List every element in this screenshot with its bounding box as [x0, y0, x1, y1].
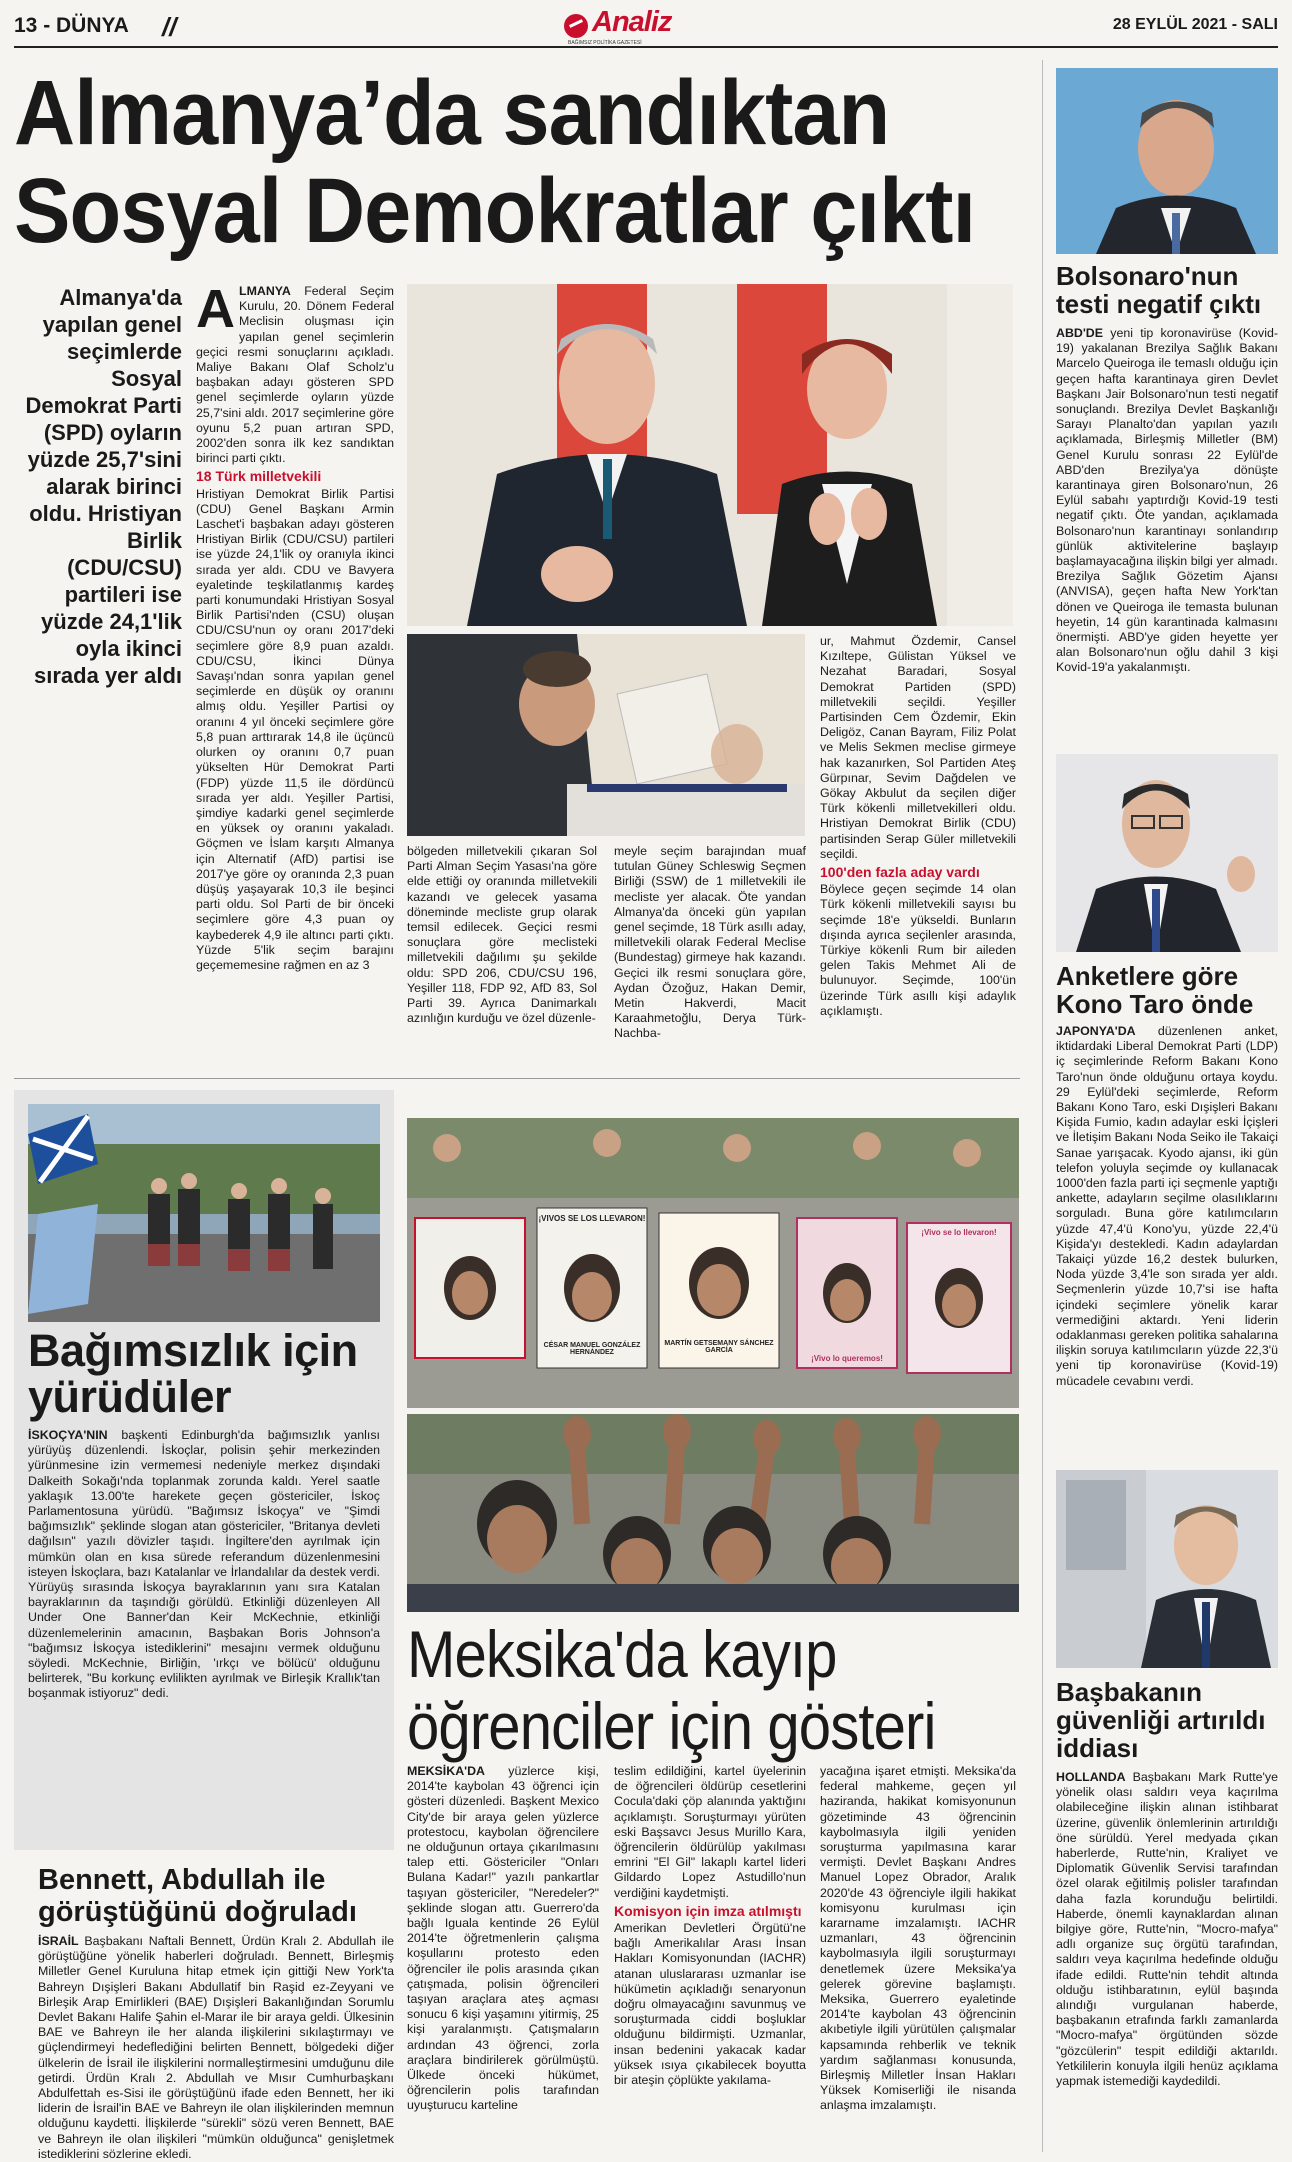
- scotland-box: [14, 1090, 394, 1850]
- photo-mexico-fists: [407, 1414, 1019, 1612]
- mexico-col2-tail: Amerikan Devletleri Örgütü'ne bağlı Amerikalılar Arası İnsan Hakları Komisyonundan (IACHR) atanan uluslararası uzmanlar ise hükümetin açıkladığı senaryonun doğru olmayacağını savunmuş ve soruşturmada ciddi boşluklar olduğunu bildirmişti. Uzmanlar, insan bedenini yakacak kadar yüksek ısıya çıkabilecek boyutta bir ateşin çöplükte yakılama-: [614, 1921, 806, 2088]
- banner-text-4: ¡Vivo se lo llevaron!: [921, 1228, 997, 1237]
- issue-date: 28 EYLÜL 2021 - SALI: [1112, 16, 1278, 33]
- main-headline-line1: Almanya’da sandıktan: [14, 62, 890, 164]
- logo-mark-icon: [564, 14, 588, 38]
- japan-headline: Anketlere göre Kono Taro önde: [1056, 961, 1254, 1019]
- photo-bolsonaro-art: [1056, 68, 1278, 254]
- subhead-100-aday: 100'den fazla aday vardı: [820, 864, 980, 881]
- mexico-headline-line2: öğrenciler için gösteri: [407, 1689, 936, 1763]
- mexico-lead-word: MEKSİKA'DA: [407, 1764, 485, 1778]
- israel-headline-line1: Bennett, Abdullah ile: [38, 1864, 326, 1896]
- header-rule: [14, 46, 1278, 48]
- brazil-headline: Bolsonaro'nun testi negatif çıktı: [1056, 261, 1262, 319]
- dropcap: A: [196, 279, 235, 339]
- photo-rutte: [1056, 1470, 1278, 1668]
- subhead-18-turk: 18 Türk milletvekili: [196, 468, 322, 485]
- photo-scholz: [407, 284, 1013, 626]
- sidebar-rule: [1042, 60, 1043, 2152]
- brazil-lead-word: ABD'DE: [1056, 326, 1104, 340]
- banner-text-3: MARTÍN GETSEMANY SÁNCHEZ GARCÍA: [664, 1340, 774, 1354]
- scotland-text: [28, 1428, 380, 1838]
- photo-scotland-march: [28, 1104, 380, 1322]
- mexico-col1-body: yüzlerce kişi, 2014'te kaybolan 43 öğrenci için gösteri düzenledi. Başkent Mexico City'de bir araya gelen yüzlerce protestocu, kaybolan öğrencilere ne olduğunun ortaya çıkarılmasını talep etti. Göstericiler "Onları Bulana Kadar!" yazılı pankartlar taşıyan göstericiler, "Neredeler?" şeklinde slogan attı. Guerrero'da bağlı Iguala kentinde 26 Eylül 2014'te öğretmenlerin çalışma koşullarını protesto eden öğrenciler ile polis arasında çıkan çatışmada, polisin öğrencileri taşıyan araçlara ateş açması sonucu 6 kişi yaşamını yitirmiş, 25 kişi yaralanmıştı. Çatışmaların ardından 43 öğrenci, zorla araçlara bindirilerek görülmüştü. Ülkede önceki hükümet, öğrencilerin polis tarafından uyuşturucu karteline: [407, 1764, 599, 2113]
- mexico-col2-body: teslim edildiğini, kartel üyelerinin de öğrencileri öldürüp cesetlerini Cocula'daki çöp alanında yaktığını açıklamıştı. Soruşturmayı yürüten eski Başsavcı Jesus Murillo Kara, öğrencilerin öldürülüp yakılması emrini "El Gil" lakaplı kartel lideri Gildardo Lopez Astudillo'nun verdiğini kaydetmişti.: [614, 1764, 806, 1900]
- section-rule: [14, 1078, 1020, 1079]
- israel-lead-word: İSRAİL: [38, 1934, 79, 1948]
- israel-article: [14, 1864, 394, 2161]
- main-article-col2: bölgeden milletvekili çıkaran Sol Parti Alman Seçim Yasası'na göre elde ettiği oy oranında milletvekili kazandı ve gelecek yasama döneminde mecliste grup olarak temsil edilecek. Geçici resmi sonuçlara göre meclisteki milletvekili dağılımı şu şekilde oldu: SPD 206, CDU/CSU 196, Yeşiller 118, FDP 92, AfD 83, Sol Parti 39. Ayrıca Danimarkalı azınlığın kurduğu ve özel düzenle-: [407, 844, 597, 1026]
- main-lead-word: LMANYA: [239, 284, 291, 298]
- photo-mexico-fists-art: [407, 1414, 1019, 1612]
- page-label: 13 - DÜNYA: [14, 14, 129, 37]
- header-slashes: //: [162, 12, 177, 42]
- brazil-text: [1056, 326, 1278, 738]
- main-col4-body: ur, Mahmut Özdemir, Cansel Kızıltepe, Gülistan Yüksel ve Nezahat Baradari, Sosyal Demokrat Partiden (SPD) milletvekili seçildi. Yeşiller Partisinden Cem Özdemir, Ekin Deligöz, Canan Bayram, Filiz Polat ve Melis Sekmen meclise girmeye hak kazanırken, Sol Partiden Ateş Gürpınar, Sevim Dağdelen ve Gökay Akbulut da seçilen diğer Türk kökenli milletvekilleri oldu. Hristiyan Demokrat Birlik (CDU) partisinden Serap Güler milletvekili seçildi.: [820, 634, 1016, 861]
- subhead-komisyon: Komisyon için imza atılmıştı: [614, 1902, 802, 1919]
- photo-ballot-art: [407, 634, 805, 836]
- scotland-headline: Bağımsızlık için yürüdüler: [28, 1325, 358, 1422]
- photo-bolsonaro: [1056, 68, 1278, 254]
- netherlands-body: Başbakanı Mark Rutte'ye yönelik olası saldırı veya kaçırılma olabileceğine ilişkin alınan istihbarat üzerine, güvenlik önlemlerinin artırıldığı öne sürüldü. Yerel medyada çıkan haberlerde, Rutte'nin, Kraliyet ve Diplomatik Güvenlik Servisi tarafından özel olarak eğitilmiş polisler tarafından daha fazla korunduğu belirtildi. Haberde, önemli kaynaklardan alınan bilgiye göre, Rutte'nin, "Mocro-mafya" adlı organize suç örgütü tarafından, saldırı veya kaçırılma hedefinde olduğu ifade edildi. Rutte'nin tehdit altında olduğu istihbaratının, eylül başında alındığı vurgulanan haberde, başbakanın etrafında farklı zamanlarda "Mocro-mafya" örgütünden sözde "gözcülerin" tespit edildiği aktarıldı. Yetkililerin konuyla ilgili henüz açıklama yapmak istemediği kaydedildi.: [1056, 1770, 1278, 2089]
- photo-scotland-art: [28, 1104, 380, 1322]
- banner-text-1: ¡VIVOS SE LOS LLEVARON!: [538, 1214, 646, 1223]
- banner-text-5: ¡Vivo lo queremos!: [811, 1354, 883, 1363]
- page-header: [14, 6, 1278, 46]
- main-col4-tail: Böylece geçen seçimde 14 olan Türk kökenli milletvekili sayısı bu seçimde 18'e yükseldi. Bunların dışında ayrıca seçilenler arasında, Türkiye kökenli Rum bir aileden gelen Takis Mehmet Ali de bulunuyor. Seçimde, 100'ün üzerinde Türk asıllı kişi adaylık açıklamıştı.: [820, 882, 1016, 1018]
- mexico-headline: [407, 1618, 1019, 1768]
- netherlands-lead-word: HOLLANDA: [1056, 1770, 1126, 1784]
- mexico-col3: yacağına işaret etmişti. Meksika'da federal mahkeme, geçen yıl haziranda, hakikat komisyonunun gözetiminde 43 öğrencinin kaybolmasıyla ilgili yeniden soruşturma yapılmasına karar vermişti. Devlet Başkanı Andres Manuel Lopez Obrador, Aralık 2020'de 43 öğrenciyle ilgili hakikat komisyonu kurulması için kararname imzalamıştı. IACHR uzmanları, 43 öğrencinin kaybolmasıyla ilgili soruşturmayı denetlemek üzere Meksika'ya gelerek görevine başlamıştı. Meksika, Guerrero eyaletinde 2014'te kaybolan 43 öğrencinin akıbetiyle ilgili yürütülen çalışmalar kapsamında rehberlik ve teknik yardım sağlanması konusunda, Birleşmiş Milletler İnsan Hakları Yüksek Komiserliği ile nisanda anlaşma imzalamıştı.: [820, 1764, 1016, 2113]
- main-col1-body: Hristiyan Demokrat Birlik Partisi (CDU) Genel Başkanı Armin Laschet'i başbakan adayı gösteren Hristiyan Birlik (CDU/CSU) partileri ise yüzde 24,1'lik oy oranıyla ikinci sırada yer aldı. CDU ve Bavyera eyaletinde teşkilatlanmış kardeş parti konumundaki Hristiyan Sosyal Birlik Partisi'nden (CSU) oluşan CDU/CSU'nun oy oranı 2017'deki seçimlere göre 8,9 puan azaldı. CDU/CSU, İkinci Dünya Savaşı'ndan sonra yapılan genel seçimlerde en düşük oy oranını almış oldu. Yeşiller Partisi oy oranını 4 yıl önceki seçimlere göre 5,8 puan arttırarak 14,8 ile üçüncü olurken oy oranını 0,7 puan yükselten Hür Demokrat Parti (FDP) yüzde 11,5 ile dördüncü sırada yer aldı. Yeşiller Partisi, şimdiye kadarki genel seçimlerde en yüksek oy oranını yakaladı. Göçmen ve İslam karşıtı Almanya için Alternatif (AfD) partisi ise 2017'ye göre oy oranında 2,3 puan düşüş yaşayarak 10,3 ile beşinci parti oldu. Sol Parti de bir önceki seçimlere göre 4,3 puan oy kaybederek 4,9 ile altıncı parti çıktı. Yüzde 5'lik seçim barajını geçememesine rağmen en az 3: [196, 486, 394, 972]
- banner-text-2: CÉSAR MANUEL GONZÁLEZ HERNÁNDEZ: [543, 1342, 641, 1356]
- mexico-col2: [614, 1764, 806, 2154]
- photo-scholz-art: [407, 284, 1013, 626]
- logo-tagline: BAĞIMSIZ POLİTİKA GAZETESİ: [568, 40, 642, 46]
- scotland-lead-word: İSKOÇYA'NIN: [28, 1428, 108, 1442]
- netherlands-text: [1056, 1770, 1278, 2154]
- photo-ballot: [407, 634, 805, 836]
- mexico-headline-line1: Meksika'da kayıp: [407, 1617, 837, 1691]
- main-article-col1: [196, 279, 394, 1064]
- netherlands-headline: Başbakanın güvenliği artırıldı iddiası: [1056, 1677, 1266, 1763]
- israel-body: Başbakanı Naftali Bennett, Ürdün Kralı 2. Abdullah ile görüştüğüne yönelik haberleri doğruladı. Bennett, Birleşmiş Milletler Genel Kuruluna hitap etmek için gittiği New York'ta Bahreyn Dışişleri Bakanı Abdullatif bin Raşid ez-Zeyyani ve Birleşik Arap Emirlikleri (BAE) Dışişleri Bakanlığından Sorumlu Devlet Bakanı Halife Şahin el-Marar ile bir araya geldi. Ülkesinin BAE ve Bahreyn ile her alanda ilişkilerini sıkılaştırmayı ve güçlendirmeyi hedeflediğini belirten Bennett, bölgedeki diğer ülkelerin de İsrail ile ilişkilerini normalleştirmesini umduğunu dile getirdi. Ürdün Kralı 2. Abdullah ve Mısır Cumhurbaşkanı Abdulfettah es-Sisi ile görüştüğünü ifade eden Bennett, her iki liderin de İsrail'in BAE ve Bahreyn ile olan ilişkilerinden memnun olduğunu kaydetti. İlişkilerde "sürekli" sözü veren Bennett, BAE ve Bahreyn ile olan ilişkileri "mümkün olduğunca" genişletmek istediklerini sözlerine ekledi.: [38, 1934, 394, 2161]
- photo-kono: [1056, 754, 1278, 952]
- japan-lead-word: JAPONYA'DA: [1056, 1024, 1136, 1038]
- main-headline-line2: Sosyal Demokratlar çıktı: [14, 160, 976, 262]
- main-headline: [14, 64, 1034, 274]
- photo-rutte-art: [1056, 1470, 1278, 1668]
- main-intro: Federal Seçim Kurulu, 20. Dönem Federal Meclisin oluşması için yapılan genel seçimlerin geçici resmi sonuçlarını açıkladı. Maliye Bakanı Olaf Scholz'u başbakan adayı gösteren SPD genel seçimlerde oyların yüzde 25,7'sini aldı. 2017 seçimlerine göre oyunu 5,2 puan artıran SPD, 2002'den sonra ilk kez sandıktan birinci parti çıktı.: [196, 284, 394, 466]
- israel-text: [14, 1934, 394, 2161]
- main-article-col3: meyle seçim barajından muaf tutulan Güney Schleswig Seçmen Birliği (SSW) de 1 milletvekili ile mecliste yer alacak. Öte yandan Almanya'da önceki gün yapılan genel seçimde, 18 Türk asıllı aday, milletvekili olarak Federal Meclise (Bundestag) girmeye hak kazandı. Geçici ilk resmi sonuçlara göre, Aydan Özoğuz, Hakan Demir, Metin Hakverdi, Macit Karaahmetoğlu, Derya Türk-Nachba-: [614, 844, 806, 1041]
- logo-text: Analiz: [592, 6, 672, 38]
- japan-text: [1056, 1024, 1278, 1460]
- scotland-body: başkenti Edinburgh'da bağımsızlık yanlısı yürüyüş düzenlendi. İskoçlar, polisin şehir merkezinden yürünmesine izin vermemesi nedeniyle merkez dışındaki Dalkeith Sokağı'nda toplanmak zorunda kaldı. Yerel saatle yaklaşık 13.00'te harekete geçen göstericiler, İskoç Parlamentosuna yürüdü. "Bağımsız İskoçya" ve "Şimdi bağımsızlık" şeklinde slogan atan göstericiler, "Britanya devleti dağılsın" yazılı dövizler taşıdı. İngiltere'den ayrılmak için mümkün olan en kısa sürede referandum düzenlenmesini isteyen İskoçlara, bazı Katalanlar ve İrlandalılar da destek verdi. Yürüyüş sırasında İskoçya bayraklarının yanı sıra Katalan bayraklarının da taşındığı görüldü. Etkinliği düzenleyen All Under One Banner'dan Keir McKechnie, etkinliği düzenlemelerinin amacının, Başbakan Boris Johnson'a "bağımsız İskoçya istediklerini" mesajını vermek olduğunu söyledi. McKechnie, Birliğin, 'ırkçı ve bölücü' olduğunu belirterek, "Bu korkunç evlilikten ayrılmak ve Birleşik Krallık'tan boşanmak istiyoruz" dedi.: [28, 1428, 380, 1701]
- brazil-body: yeni tip koronavirüse (Kovid-19) yakalanan Brezilya Sağlık Bakanı Marcelo Queiroga ile temaslı olduğu için geçen hafta karantinaya giren Devlet Başkanı Jair Bolsonaro'nun testi negatif sonuçlandı. Brezilya Devlet Başkanlığı Sarayı Planalto'dan yapılan yazılı açıklamada, Birleşmiş Milletler (BM) Genel Kurulu sonrası 22 Eylül'de ABD'den Brezilya'ya dönüşte karantinaya giren Bolsonaro'nun, 26 Eylül sabahı yaptırdığı Kovid-19 testi negatif çıktı. Öte yandan, açıklamada Bolsonaro'nun karantinayı sonlandırıp günlük aktivitelerine başlayıp başlamayacağına ilişkin bilgi yer almadı. Brezilya Sağlık Gözetim Ajansı (ANVISA), geçen hafta New York'tan dönen ve Queiroga ile temasta bulunan heyetin, 14 gün karantinada kalmasını önermişti. ABD'ye giden heyette yer alan Bolsonaro'nun oğlu dahil 3 kişi Kovid-19'a yakalanmıştı.: [1056, 326, 1278, 675]
- photo-mexico-banners: [407, 1118, 1019, 1408]
- mexico-col1: [407, 1764, 599, 2154]
- japan-body: düzenlenen anket, iktidardaki Liberal Demokrat Parti (LDP) iç seçimlerinde Reform Bakanı Kono Taro'nun önde olduğunu ortaya koydu. 29 Eylül'deki seçimlerde, Reform Bakanı Kono Taro, eski Dışişleri Bakanı Kişida Fumio, kadın adaylar eski İçişleri ve İletişim Bakanı Noda Seiko ile Takaiçi Sanae yarışacak. Kyodo ajansı, iki gün telefon yoluyla seçimde oy kullanacak 1000'den fazla parti içi seçmenle yaptığı ankette, adayların seçilme olasılıklarını sorguladı. Buna göre katılımcıların yüzde 47,4'ü Kono'yu, yüzde 22,4'ü Kişida'yı destekledi. Kadın adaylardan Takaiçi yüzde 16,2 destek bulurken, Noda yüzde 3,4'le son sırada yer aldı. Seçmenlerin yüzde 10,7'si ise hafta içindeki seçimlere yönelik karar vermediğini aktardı. Yeni liderin odaklanması gereken politika sahalarına ilişkin soruya katılımcıların yüzde 22,3'ü yeni tip koronavirüse (Kovid-19) mücadele cevabını verdi.: [1056, 1024, 1278, 1388]
- israel-headline-line2: görüştüğünü doğruladı: [38, 1896, 357, 1928]
- photo-mexico-banners-art: [407, 1118, 1019, 1408]
- photo-kono-art: [1056, 754, 1278, 952]
- main-deck: Almanya'da yapılan genel seçimlerde Sosyal Demokrat Parti (SPD) oyların yüzde 25,7'sini alarak birinci oldu. Hristiyan Birlik (CDU/CSU) partileri ise yüzde 24,1'lik oyla ikinci sırada yer aldı: [25, 285, 182, 688]
- main-article-col4: [820, 634, 1016, 1066]
